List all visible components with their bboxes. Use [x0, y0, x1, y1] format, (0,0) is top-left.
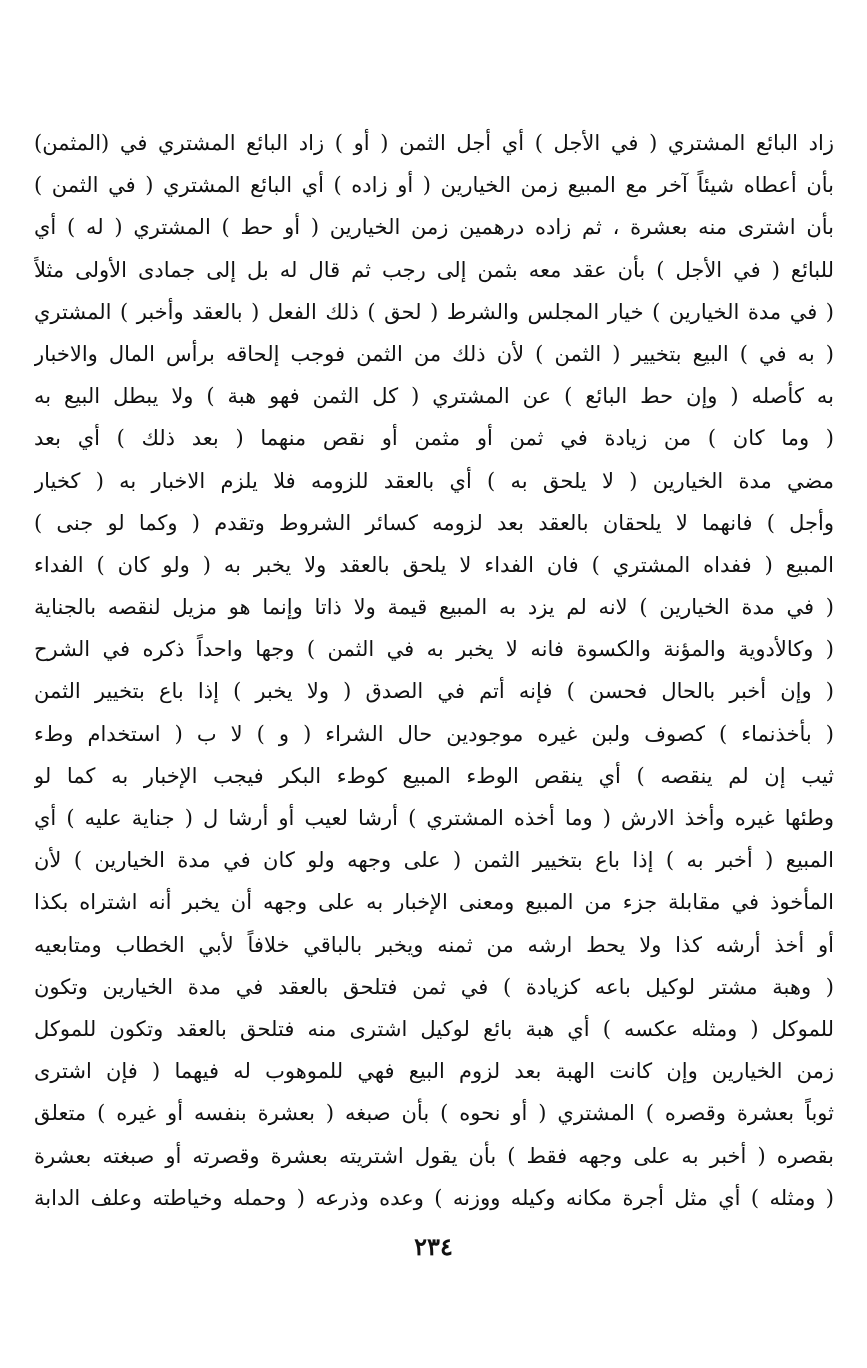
text-line: ( ومثله ) أي مثل أجرة مكانه وكيله ووزنه ) وعده وذرعه ( وحمله وخياطته وعلف الدابة: [34, 1185, 834, 1210]
page-number: ٢٣٤: [414, 1232, 453, 1261]
text-line: بأن اشترى منه بعشرة ، ثم زاده درهمين زمن الخيارين ( أو حط ) المشتري ( له ) أي: [34, 215, 834, 240]
text-line: المبيع ( ففداه المشتري ) فان الفداء لا يلحق بالعقد ولا يخبر به ( ولو كان ) الفداء: [34, 552, 834, 577]
text-line: به كأصله ( وإن حط البائع ) عن المشتري ( كل الثمن فهو هبة ) ولا يبطل البيع به: [34, 384, 834, 409]
text-line: ثيب إن لم ينقصه ) أي ينقص الوطء المبيع كوطء البكر فيجب الإخبار به كما لو: [34, 763, 834, 788]
text-line: ثوباً بعشرة وقصره ) المشتري ( أو نحوه ) بأن صبغه ( بعشرة بنفسه أو غيره ) متعلق: [34, 1101, 834, 1126]
text-line: للموكل ( ومثله عكسه ) أي هبة بائع لوكيل اشترى منه فتلحق بالعقد وتكون للموكل: [34, 1016, 834, 1041]
text-line: ( بأخذنماء ) كصوف ولبن غيره موجودين حال الشراء ( و ) لا ب ( استخدام وطء: [34, 721, 834, 746]
text-line: وطئها غيره وأخذ الارش ( وما أخذه المشتري ) أرشا لعيب أو أرشا ل ( جناية عليه ) أي: [34, 806, 834, 830]
text-line: المبيع ( أخبر به ) إذا باع بتخيير الثمن ( على وجهه ولو كان في مدة الخيارين ) لأن: [34, 848, 834, 873]
text-line: أو أخذ أرشه كذا ولا يحط ارشه من ثمنه ويخبر بالباقي خلافاً لأبي الخطاب ومتابعيه: [34, 932, 834, 957]
text-line: ( به في ) البيع بتخيير ( الثمن ) لأن ذلك من الثمن فوجب إلحاقه برأس المال والاخبار: [34, 341, 834, 366]
text-line: المأخوذ في مقابلة جزء من المبيع ومعنى الإخبار به على وجهه أن يخبر أنه اشتراه بكذا: [34, 890, 834, 915]
text-line: بأن أعطاه شيئاً آخر مع المبيع زمن الخيارين ( أو زاده ) أي البائع المشتري ( في الثمن ): [34, 173, 834, 198]
text-line: مضي مدة الخيارين ( لا يلحق به ) أي بالعقد للزومه فلا يلزم الاخبار به ( كخيار: [34, 468, 834, 493]
body-text: [34, 122, 834, 1219]
text-line: ( وإن أخبر بالحال فحسن ) فإنه أتم في الصدق ( ولا يخبر ) إذا باع بتخيير الثمن: [34, 679, 834, 704]
text-line: ( وهبة مشتر لوكيل باعه كزيادة ) في ثمن فتلحق بالعقد في مدة الخيارين وتكون: [34, 974, 834, 999]
text-line: بقصره ( أخبر به على وجهه فقط ) بأن يقول اشتريته بعشرة وقصرته أو صبغته بعشرة: [34, 1143, 834, 1168]
text-line: زمن الخيارين وإن كانت الهبة بعد لزوم البيع فهي للموهوب له فيهما ( فإن اشترى: [34, 1059, 834, 1084]
text-line: ( وكالأدوية والمؤنة والكسوة فانه لا يخبر به في الثمن ) وجها واحداً ذكره في الشرح: [34, 637, 834, 662]
text-line: وأجل ) فانهما لا يلحقان بالعقد بعد لزومه كسائر الشروط وتقدم ( وكما لو جنى ): [34, 510, 834, 535]
text-line: ( في مدة الخيارين ) لانه لم يزد به المبيع قيمة ولا ذاتا وإنما هو مزيل لنقصه بالجناية: [34, 595, 834, 620]
text-line: ( في مدة الخيارين ) خيار المجلس والشرط ( لحق ) ذلك الفعل ( بالعقد وأخبر ) المشتري: [34, 299, 834, 324]
text-line: للبائع ( في الأجل ) بأن عقد معه بثمن إلى رجب ثم قال له بل إلى جمادى الأولى مثلاً: [34, 257, 834, 282]
text-line: زاد البائع المشتري ( في الأجل ) أي أجل الثمن ( أو ) زاد البائع المشتري في (المثمن): [34, 131, 834, 155]
text-line: ( وما كان ) من زيادة في ثمن أو مثمن أو نقص منهما ( بعد ذلك ) أي بعد: [34, 426, 834, 451]
